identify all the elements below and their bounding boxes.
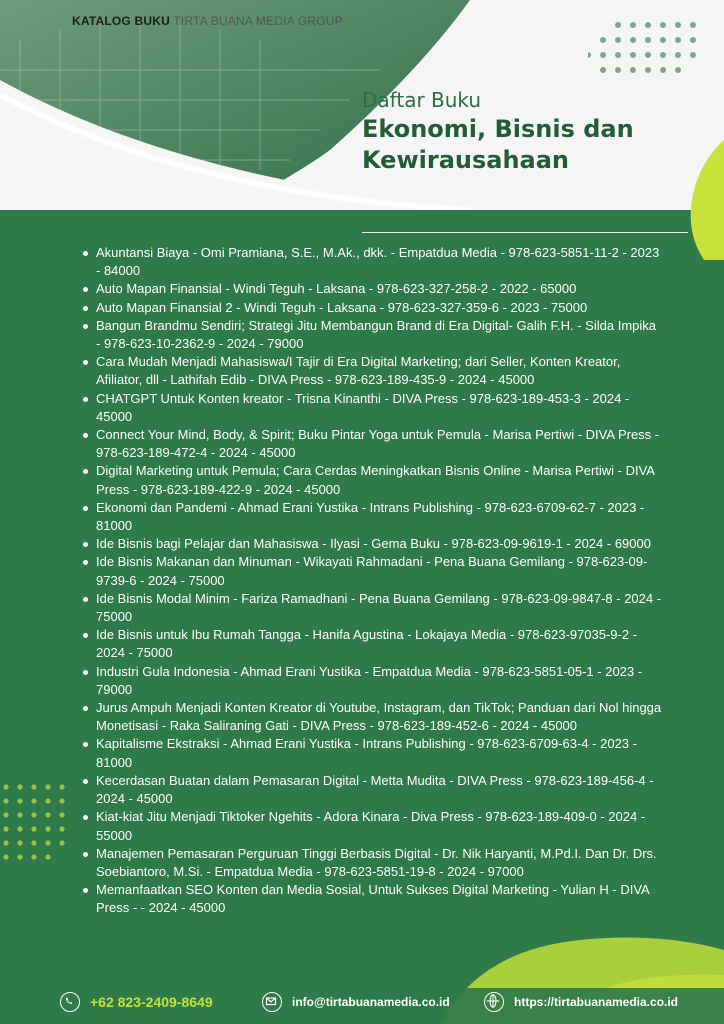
book-list-item: Kiat-kiat Jitu Menjadi Tiktoker Ngehits - Adora Kinara - Diva Press - 978-623-189-409-0 - 2024 - 55000 xyxy=(78,808,662,844)
book-list-item: Cara Mudah Menjadi Mahasiswa/I Tajir di Era Digital Marketing; dari Seller, Konten Kreator, Afiliator, dll - Lathifah Edib - DIVA Press - 978-623-189-435-9 - 2024 - 45000 xyxy=(78,353,662,389)
book-list-item: Auto Mapan Finansial - Windi Teguh - Laksana - 978-623-327-258-2 - 2022 - 65000 xyxy=(78,280,662,298)
brand-light: TIRTA BUANA MEDIA GROUP xyxy=(173,14,343,28)
footer-email[interactable] xyxy=(262,992,450,1012)
book-list-item: Ide Bisnis Makanan dan Minuman - Wikayati Rahmadani - Pena Buana Gemilang - 978-623-09-9739-6 - 2024 - 75000 xyxy=(78,553,662,589)
book-list-item: Ide Bisnis Modal Minim - Fariza Ramadhani - Pena Buana Gemilang - 978-623-09-9847-8 - 2024 - 75000 xyxy=(78,590,662,626)
phone-number: +62 823-2409-8649 xyxy=(90,994,213,1010)
book-list xyxy=(78,244,662,918)
globe-icon xyxy=(484,992,504,1012)
book-list-item: Kapitalisme Ekstraksi - Ahmad Erani Yustika - Intrans Publishing - 978-623-6709-63-4 - 2023 - 81000 xyxy=(78,735,662,771)
footer-website[interactable] xyxy=(484,992,678,1012)
whatsapp-icon xyxy=(60,992,80,1012)
book-list-item: CHATGPT Untuk Konten kreator - Trisna Kinanthi - DIVA Press - 978-623-189-453-3 - 2024 - 45000 xyxy=(78,390,662,426)
brand-header xyxy=(72,14,343,28)
footer-contact-bar xyxy=(0,988,724,1018)
page-subtitle: Daftar Buku xyxy=(362,88,482,112)
footer-phone[interactable] xyxy=(60,992,213,1012)
decorative-dots-left xyxy=(0,782,70,872)
book-list-item: Ide Bisnis bagi Pelajar dan Mahasiswa - Ilyasi - Gema Buku - 978-623-09-9619-1 - 2024 - 69000 xyxy=(78,535,662,553)
book-list-item: Akuntansi Biaya - Omi Pramiana, S.E., M.Ak., dkk. - Empatdua Media - 978-623-5851-11-2 - 2023 - 84000 xyxy=(78,244,662,280)
book-list-item: Kecerdasan Buatan dalam Pemasaran Digital - Metta Mudita - DIVA Press - 978-623-189-456-4 - 2024 - 45000 xyxy=(78,772,662,808)
email-icon xyxy=(262,992,282,1012)
book-list-item: Digital Marketing untuk Pemula; Cara Cerdas Meningkatkan Bisnis Online - Marisa Pertiwi - DIVA Press - 978-623-189-422-9 - 2024 - 45000 xyxy=(78,462,662,498)
book-list-item: Jurus Ampuh Menjadi Konten Kreator di Youtube, Instagram, dan TikTok; Panduan dari Nol hingga Monetisasi - Raka Saliraning Gati - DIVA Press - 978-623-189-452-6 - 2024 - 45000 xyxy=(78,699,662,735)
website-url: https://tirtabuanamedia.co.id xyxy=(514,995,679,1009)
book-list-item: Ekonomi dan Pandemi - Ahmad Erani Yustika - Intrans Publishing - 978-623-6709-62-7 - 2023 - 81000 xyxy=(78,499,662,535)
decorative-dots-top xyxy=(588,20,708,90)
email-address: info@tirtabuanamedia.co.id xyxy=(292,995,450,1009)
book-list-item: Connect Your Mind, Body, & Spirit; Buku Pintar Yoga untuk Pemula - Marisa Pertiwi - DIVA Press - 978-623-189-472-4 - 2024 - 45000 xyxy=(78,426,662,462)
book-list-item: Bangun Brandmu Sendiri; Strategi Jitu Membangun Brand di Era Digital- Galih F.H. - Silda Impika - 978-623-10-2362-9 - 2024 - 79000 xyxy=(78,317,662,353)
book-list-item: Auto Mapan Finansial 2 - Windi Teguh - Laksana - 978-623-327-359-6 - 2023 - 75000 xyxy=(78,299,662,317)
title-divider xyxy=(362,232,688,233)
book-list-item: Industri Gula Indonesia - Ahmad Erani Yustika - Empatdua Media - 978-623-5851-05-1 - 2023 - 79000 xyxy=(78,663,662,699)
lime-accent-shape xyxy=(684,140,724,260)
book-list-item: Manajemen Pemasaran Perguruan Tinggi Berbasis Digital - Dr. Nik Haryanti, M.Pd.I. Dan Dr. Drs. Soebiantoro, M.Si. - Empatdua Media - 978-623-5851-19-8 - 2024 - 97000 xyxy=(78,845,662,881)
book-list-item: Memanfaatkan SEO Konten dan Media Sosial, Untuk Sukses Digital Marketing - Yulian H - DIVA Press - - 2024 - 45000 xyxy=(78,881,662,917)
book-list-item: Ide Bisnis untuk Ibu Rumah Tangga - Hanifa Agustina - Lokajaya Media - 978-623-97035-9-2 - 2024 - 75000 xyxy=(78,626,662,662)
header-banner xyxy=(0,0,724,210)
page-title: Ekonomi, Bisnis dan Kewirausahaan xyxy=(362,115,634,174)
brand-bold: KATALOG BUKU xyxy=(72,14,170,28)
